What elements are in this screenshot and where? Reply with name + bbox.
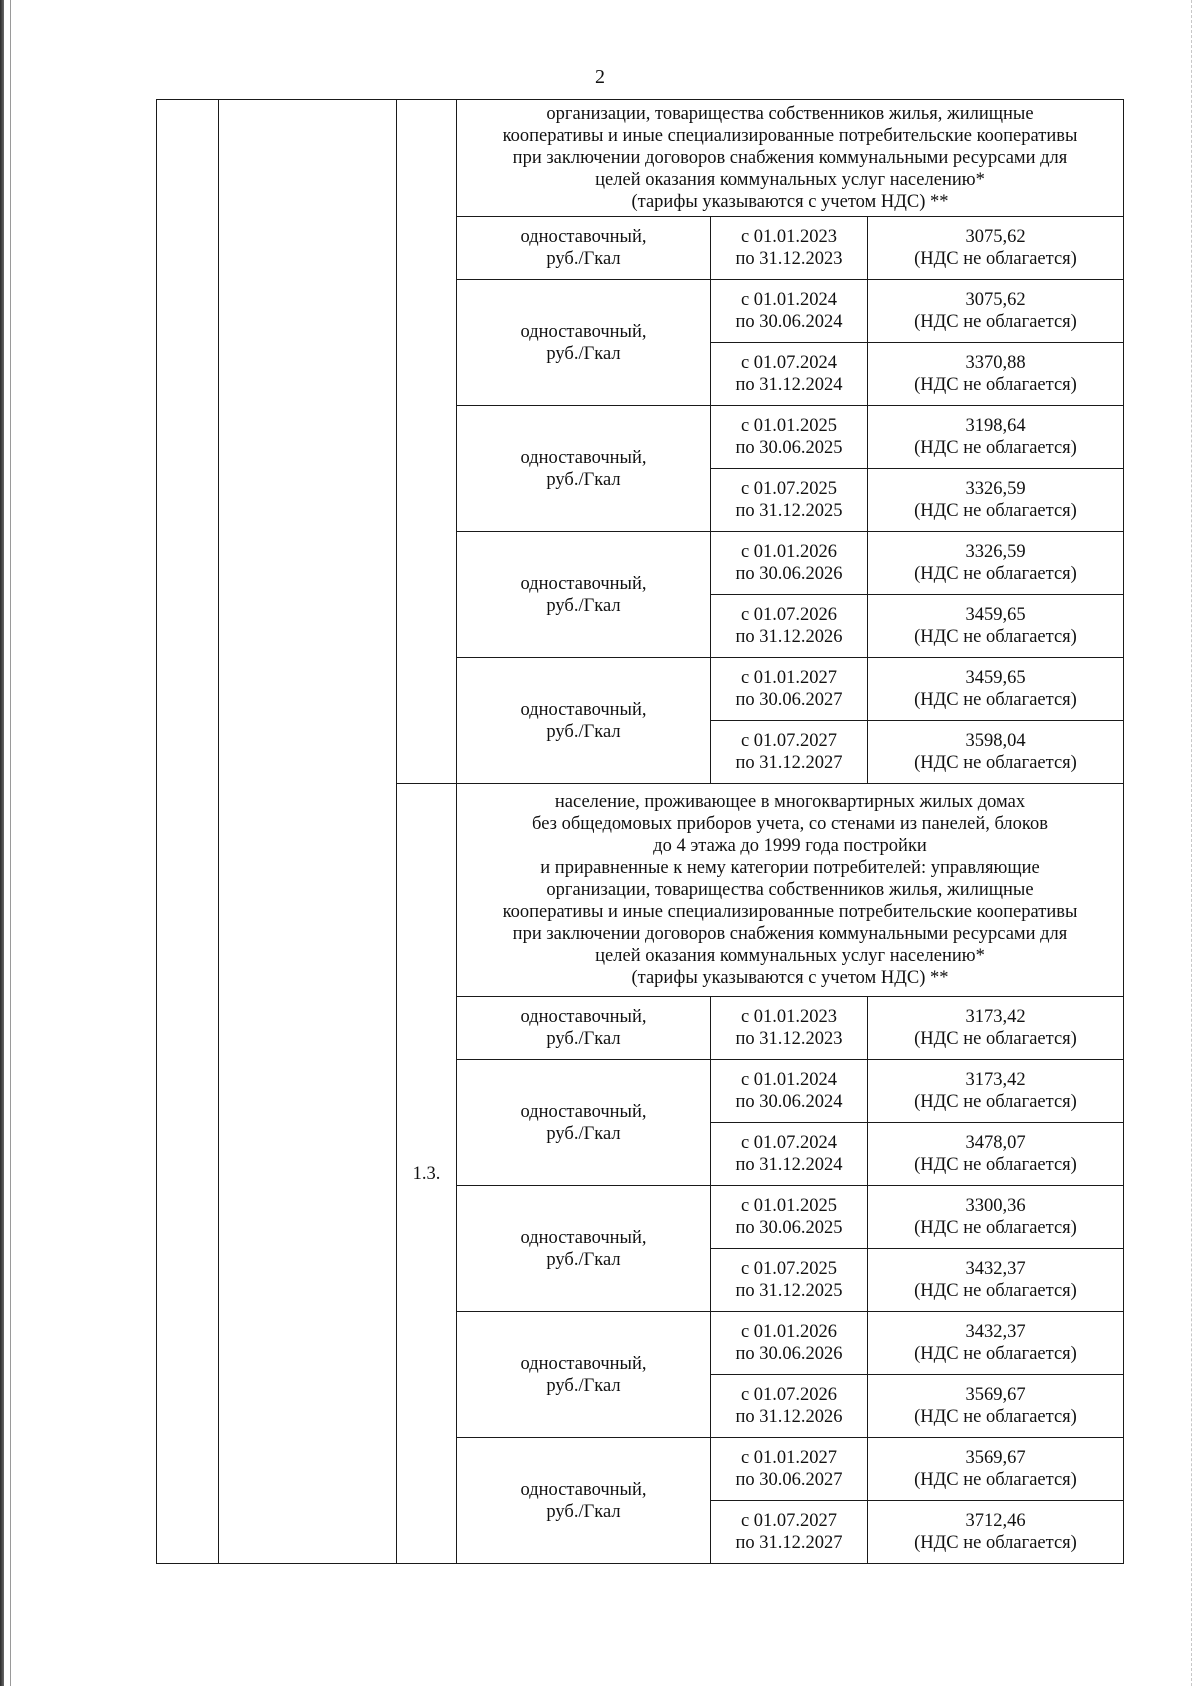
tariff-value: 3370,88 (965, 353, 1026, 373)
tariff-value: 3326,59 (965, 542, 1026, 562)
vat-note: (НДС не облагается) (914, 375, 1077, 395)
section-heading-row (157, 100, 1124, 217)
vat-note: (НДС не облагается) (914, 1218, 1077, 1238)
tariff-value: 3712,46 (965, 1511, 1026, 1531)
vat-note: (НДС не облагается) (914, 690, 1077, 710)
section-heading-line: при заключении договоров снабжения коммунальными ресурсами для (512, 924, 1068, 944)
period-cell (711, 280, 868, 343)
scan-edge-left-line (10, 0, 11, 1686)
section-heading-line: целей оказания коммунальных услуг населению* (595, 170, 985, 190)
period-to: по 31.12.2025 (735, 501, 843, 521)
period-cell (711, 1438, 868, 1501)
period-to: по 31.12.2023 (735, 249, 843, 269)
period-cell (711, 1375, 868, 1438)
tariff-type-cell (457, 406, 711, 532)
period-cell (711, 1249, 868, 1312)
tariff-unit: руб./Гкал (546, 1029, 621, 1049)
period-cell (711, 343, 868, 406)
tariff-type: одноставочный, (520, 1101, 647, 1122)
tariff-value-cell (868, 721, 1124, 784)
period-to: по 31.12.2024 (735, 375, 843, 395)
period-to: по 30.06.2027 (735, 1470, 843, 1490)
vat-note: (НДС не облагается) (914, 1344, 1077, 1364)
tariff-value: 3569,67 (965, 1448, 1026, 1468)
tariff-type-cell (457, 1060, 711, 1186)
tariff-value: 3478,07 (965, 1133, 1026, 1153)
tariff-unit: руб./Гкал (546, 1375, 621, 1396)
tariff-unit: руб./Гкал (546, 595, 621, 616)
section-number (397, 100, 457, 784)
period-from: с 01.01.2024 (740, 290, 838, 310)
vat-note: (НДС не облагается) (914, 1470, 1077, 1490)
tariff-type: одноставочный, (520, 447, 647, 468)
tariff-value: 3598,04 (965, 731, 1026, 751)
tariff-value: 3300,36 (965, 1196, 1026, 1216)
period-cell (711, 1060, 868, 1123)
tariff-type-cell (457, 280, 711, 406)
period-to: по 30.06.2025 (735, 1218, 843, 1238)
tariff-unit: руб./Гкал (546, 721, 621, 742)
period-from: с 01.07.2026 (740, 1385, 838, 1405)
section-number: 1.3. (397, 784, 457, 1564)
period-to: по 31.12.2025 (735, 1281, 843, 1301)
period-from: с 01.07.2024 (740, 353, 838, 373)
period-from: с 01.01.2025 (740, 416, 838, 436)
tariff-value-cell (868, 343, 1124, 406)
period-to: по 30.06.2024 (735, 312, 843, 332)
tariff-value: 3173,42 (965, 1070, 1026, 1090)
tariff-value-cell (868, 1438, 1124, 1501)
period-to: по 30.06.2025 (735, 438, 843, 458)
tariff-value-cell (868, 997, 1124, 1060)
period-cell (711, 721, 868, 784)
period-to: по 31.12.2023 (735, 1029, 843, 1049)
tariff-unit: руб./Гкал (546, 1501, 621, 1522)
period-cell (711, 1123, 868, 1186)
tariff-type: одноставочный, (520, 1227, 647, 1248)
period-from: с 01.01.2025 (740, 1196, 838, 1216)
period-from: с 01.07.2025 (740, 1259, 838, 1279)
tariff-value-cell (868, 406, 1124, 469)
tariff-table (156, 99, 1124, 1564)
period-from: с 01.01.2027 (740, 1448, 838, 1468)
period-from: с 01.01.2026 (740, 1322, 838, 1342)
section-heading-line: кооперативы и иные специализированные потребительские кооперативы (502, 126, 1078, 146)
period-from: с 01.07.2024 (740, 1133, 838, 1153)
section-heading-line: и приравненные к нему категории потребителей: управляющие (540, 858, 1040, 878)
period-from: с 01.07.2026 (740, 605, 838, 625)
period-cell (711, 1312, 868, 1375)
section-heading-line: население, проживающее в многоквартирных жилых домах (554, 792, 1026, 812)
tariff-value-cell (868, 1375, 1124, 1438)
vat-note: (НДС не облагается) (914, 1092, 1077, 1112)
tariff-type: одноставочный, (520, 1353, 647, 1374)
vat-note: (НДС не облагается) (914, 501, 1077, 521)
section-heading (457, 784, 1124, 997)
tariff-value-cell (868, 1060, 1124, 1123)
tariff-table-body (157, 100, 1124, 1564)
period-cell (711, 997, 868, 1060)
period-from: с 01.01.2024 (740, 1070, 838, 1090)
vat-note: (НДС не облагается) (914, 753, 1077, 773)
tariff-value: 3569,67 (965, 1385, 1026, 1405)
tariff-unit: руб./Гкал (546, 469, 621, 490)
tariff-type: одноставочный, (520, 1007, 647, 1027)
tariff-unit: руб./Гкал (546, 1249, 621, 1270)
period-cell (711, 1186, 868, 1249)
tariff-value: 3075,62 (965, 227, 1026, 247)
period-to: по 30.06.2027 (735, 690, 843, 710)
section-heading-line: целей оказания коммунальных услуг населению* (595, 946, 985, 966)
tariff-type: одноставочный, (520, 227, 647, 247)
tariff-type-cell (457, 997, 711, 1060)
tariff-value-cell (868, 469, 1124, 532)
period-to: по 31.12.2027 (735, 1533, 843, 1553)
period-cell (711, 595, 868, 658)
section-heading-line: (тарифы указываются с учетом НДС) ** (631, 968, 949, 988)
period-cell (711, 406, 868, 469)
tariff-type-cell (457, 1312, 711, 1438)
vat-note: (НДС не облагается) (914, 312, 1077, 332)
tariff-unit: руб./Гкал (546, 343, 621, 364)
section-heading-line: без общедомовых приборов учета, со стенами из панелей, блоков (532, 814, 1048, 834)
second-column-cell (219, 100, 397, 1564)
tariff-type-cell (457, 658, 711, 784)
vat-note: (НДС не облагается) (914, 564, 1077, 584)
tariff-value-cell (868, 595, 1124, 658)
tariff-value: 3198,64 (965, 416, 1026, 436)
vat-note: (НДС не облагается) (914, 249, 1077, 269)
period-from: с 01.07.2027 (740, 731, 838, 751)
tariff-type-cell (457, 217, 711, 280)
section-heading-line: кооперативы и иные специализированные потребительские кооперативы (502, 902, 1078, 922)
tariff-value-cell (868, 1249, 1124, 1312)
scan-edge-right (1190, 0, 1192, 1686)
tariff-type-cell (457, 1438, 711, 1564)
period-from: с 01.07.2025 (740, 479, 838, 499)
vat-note: (НДС не облагается) (914, 1029, 1077, 1049)
tariff-type: одноставочный, (520, 573, 647, 594)
tariff-type-cell (457, 1186, 711, 1312)
period-to: по 31.12.2026 (735, 1407, 843, 1427)
period-to: по 31.12.2027 (735, 753, 843, 773)
tariff-value-cell (868, 658, 1124, 721)
tariff-value-cell (868, 280, 1124, 343)
tariff-unit: руб./Гкал (546, 249, 621, 269)
tariff-unit: руб./Гкал (546, 1123, 621, 1144)
period-to: по 30.06.2026 (735, 564, 843, 584)
tariff-value: 3173,42 (965, 1007, 1026, 1027)
period-cell (711, 532, 868, 595)
first-column-cell (157, 100, 219, 1564)
section-heading-line: до 4 этажа до 1999 года постройки (653, 836, 927, 856)
period-cell (711, 1501, 868, 1564)
vat-note: (НДС не облагается) (914, 1533, 1077, 1553)
vat-note: (НДС не облагается) (914, 1155, 1077, 1175)
tariff-value-cell (868, 217, 1124, 280)
period-to: по 30.06.2026 (735, 1344, 843, 1364)
tariff-value: 3432,37 (965, 1259, 1026, 1279)
tariff-value: 3432,37 (965, 1322, 1026, 1342)
section-heading-line: организации, товарищества собственников жилья, жилищные (546, 104, 1034, 124)
period-from: с 01.01.2027 (740, 668, 838, 688)
tariff-type-cell (457, 532, 711, 658)
tariff-value: 3459,65 (965, 668, 1026, 688)
section-heading-line: при заключении договоров снабжения коммунальными ресурсами для (512, 148, 1068, 168)
tariff-value: 3326,59 (965, 479, 1026, 499)
period-cell (711, 217, 868, 280)
vat-note: (НДС не облагается) (914, 1281, 1077, 1301)
tariff-value: 3459,65 (965, 605, 1026, 625)
page-number: 2 (595, 66, 605, 88)
section-heading-line: организации, товарищества собственников жилья, жилищные (546, 880, 1034, 900)
vat-note: (НДС не облагается) (914, 627, 1077, 647)
section-heading (457, 100, 1124, 217)
period-from: с 01.01.2026 (740, 542, 838, 562)
period-from: с 01.01.2023 (740, 227, 838, 247)
period-from: с 01.01.2023 (740, 1007, 838, 1027)
tariff-value-cell (868, 1186, 1124, 1249)
tariff-value-cell (868, 1312, 1124, 1375)
tariff-value: 3075,62 (965, 290, 1026, 310)
period-cell (711, 658, 868, 721)
period-to: по 30.06.2024 (735, 1092, 843, 1112)
vat-note: (НДС не облагается) (914, 1407, 1077, 1427)
period-to: по 31.12.2024 (735, 1155, 843, 1175)
tariff-type: одноставочный, (520, 699, 647, 720)
section-heading-line: (тарифы указываются с учетом НДС) ** (631, 192, 949, 212)
tariff-value-cell (868, 532, 1124, 595)
period-from: с 01.07.2027 (740, 1511, 838, 1531)
tariff-value-cell (868, 1501, 1124, 1564)
vat-note: (НДС не облагается) (914, 438, 1077, 458)
tariff-value-cell (868, 1123, 1124, 1186)
period-to: по 31.12.2026 (735, 627, 843, 647)
tariff-type: одноставочный, (520, 1479, 647, 1500)
period-cell (711, 469, 868, 532)
tariff-type: одноставочный, (520, 321, 647, 342)
scan-edge-left (0, 0, 4, 1686)
